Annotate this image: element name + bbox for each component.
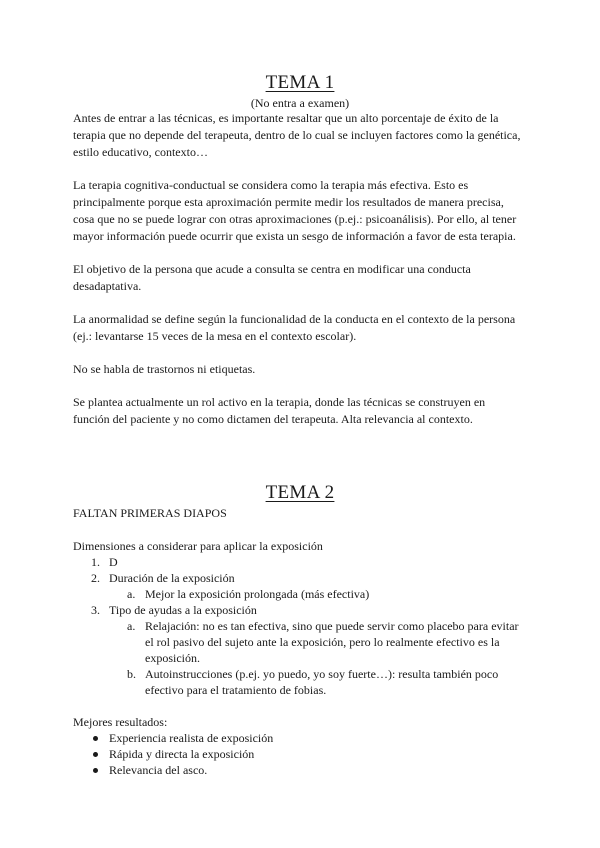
sublist-item: Mejor la exposición prolongada (más efectiva) [145, 587, 370, 601]
paragraph-line: función del paciente y no como dictamen del terapeuta. Alta relevancia al contexto. [73, 412, 473, 426]
paragraph-line: terapia que no depende del terapeuta, dentro de lo cual se incluyen factores como la genética, [73, 128, 521, 142]
paragraph-line: cosa que no se puede lograr con otras aproximaciones (p.ej.: psicoanálisis). Por ello, al tener [73, 212, 517, 226]
list-marker: 2. [91, 571, 100, 585]
paragraph-line: La anormalidad se define según la funcionalidad de la conducta en el contexto de la persona [73, 312, 516, 326]
sublist-item: efectivo para el tratamiento de fobias. [145, 683, 327, 697]
paragraph-line: (ej.: levantarse 15 veces de la mesa en el contexto escolar). [73, 329, 357, 343]
sublist-marker: a. [127, 619, 136, 633]
list-item: Duración de la exposición [109, 571, 235, 585]
sublist-item: Autoinstrucciones (p.ej. yo puedo, yo soy fuerte…): resulta también poco [145, 667, 499, 681]
sublist-marker: a. [127, 587, 136, 601]
sublist-item: Relajación: no es tan efectiva, sino que puede servir como placebo para evitar [145, 619, 519, 633]
paragraph-line: El objetivo de la persona que acude a consulta se centra en modificar una conducta [73, 262, 471, 276]
bullet-icon [93, 768, 98, 773]
paragraph-line: estilo educativo, contexto… [73, 145, 208, 159]
bullet-icon [93, 736, 98, 741]
sublist-item: el rol pasivo del sujeto ante la exposición, pero lo realmente efectivo es la [145, 635, 500, 649]
best-results-label: Mejores resultados: [73, 715, 168, 729]
list-marker: 3. [91, 603, 100, 617]
list-marker: 1. [91, 555, 100, 569]
bullet-item: Relevancia del asco. [109, 763, 208, 777]
paragraph-line: No se habla de trastornos ni etiquetas. [73, 362, 256, 376]
tema1-title: TEMA 1 [265, 72, 335, 93]
paragraph-line: mayor información puede ocurrir que exista un sesgo de información a favor de esta terapia. [73, 229, 516, 243]
paragraph-line: Se plantea actualmente un rol activo en la terapia, donde las técnicas se construyen en [73, 395, 486, 409]
bullet-item: Experiencia realista de exposición [109, 731, 274, 745]
list-item: D [109, 555, 118, 569]
paragraph-line: desadaptativa. [73, 279, 142, 293]
paragraph-line: principalmente porque esta aproximación permite medir los resultados de manera precisa, [73, 195, 504, 209]
sublist-item: exposición. [145, 651, 200, 665]
bullet-icon [93, 752, 98, 757]
paragraph-line: Antes de entrar a las técnicas, es importante resaltar que un alto porcentaje de éxito de la [73, 111, 499, 125]
list-item: Tipo de ayudas a la exposición [109, 603, 257, 617]
sublist-marker: b. [127, 667, 136, 681]
tema1-subtitle: (No entra a examen) [250, 96, 350, 110]
paragraph-line: La terapia cognitiva-conductual se considera como la terapia más efectiva. Esto es [73, 178, 469, 192]
missing-slides-note: FALTAN PRIMERAS DIAPOS [73, 506, 227, 520]
dimensions-intro: Dimensiones a considerar para aplicar la exposición [73, 539, 323, 553]
tema2-title: TEMA 2 [265, 482, 335, 503]
bullet-item: Rápida y directa la exposición [109, 747, 255, 761]
